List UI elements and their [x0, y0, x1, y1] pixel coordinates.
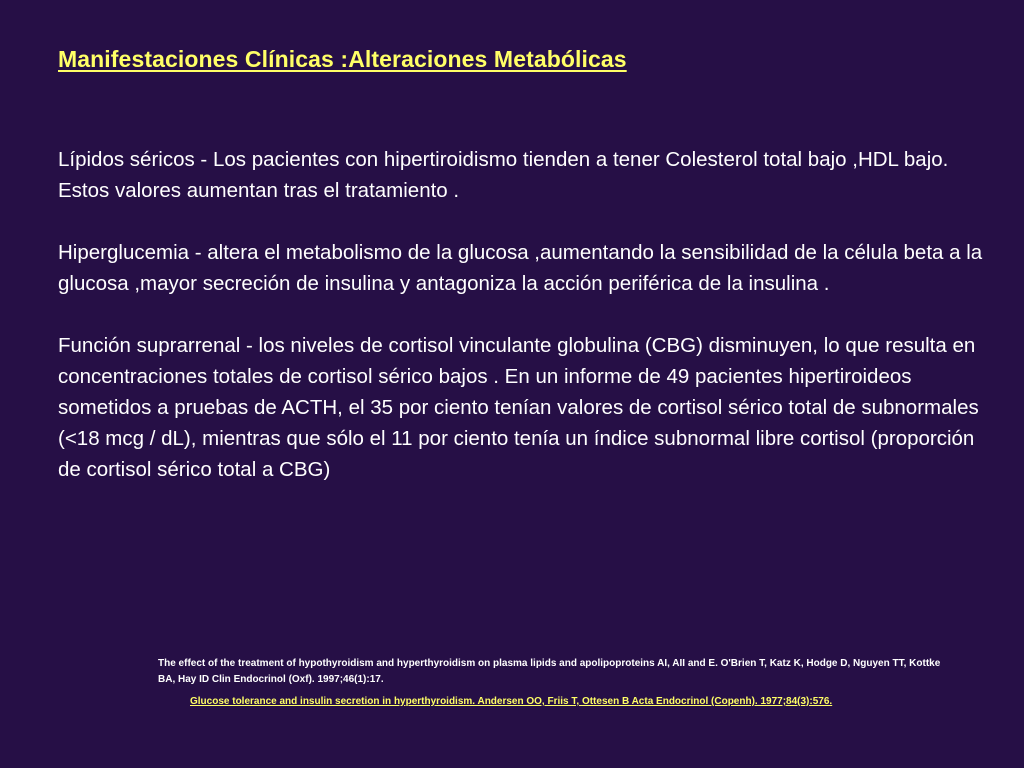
slide-title: Manifestaciones Clínicas :Alteraciones Metabólicas	[58, 46, 627, 72]
references	[158, 656, 958, 710]
paragraph-hiperglucemia: Hiperglucemia - altera el metabolismo de la glucosa ,aumentando la sensibilidad de la célula beta a la glucosa ,mayor secreción de insulina y antagoniza la acción periférica de la insulina .	[58, 241, 983, 295]
slide-body	[58, 144, 983, 516]
reference-lipids: The effect of the treatment of hypothyroidism and hyperthyroidism on plasma lipids and apolipoproteins AI, AII and E. O'Brien T, Katz K, Hodge D, Nguyen TT, Kottke BA, Hay ID Clin Endocrinol (Oxf). 1997;46(1):17.	[158, 658, 941, 685]
paragraph-lipidos: Lípidos séricos - Los pacientes con hipertiroidismo tienden a tener Colesterol total bajo ,HDL bajo. Estos valores aumentan tras el tratamiento .	[58, 148, 949, 202]
paragraph-funcion-suprarrenal: Función suprarrenal - los niveles de cortisol vinculante globulina (CBG) disminuyen, lo que resulta en concentraciones totales de cortisol sérico bajos . En un informe de 49 pacientes hipertiroideos sometidos a pruebas de ACTH, el 35 por ciento tenían valores de cortisol sérico total de subnormales (<18 mcg / dL), mientras que sólo el 11 por ciento tenía un índice subnormal libre cortisol (proporción de cortisol sérico total a CBG)	[58, 334, 979, 481]
reference-glucose-link[interactable]: Glucose tolerance and insulin secretion in hyperthyroidism. Andersen OO, Friis T, Ottesen B Acta Endocrinol (Copenh). 1977;84(3):576.	[190, 696, 833, 707]
